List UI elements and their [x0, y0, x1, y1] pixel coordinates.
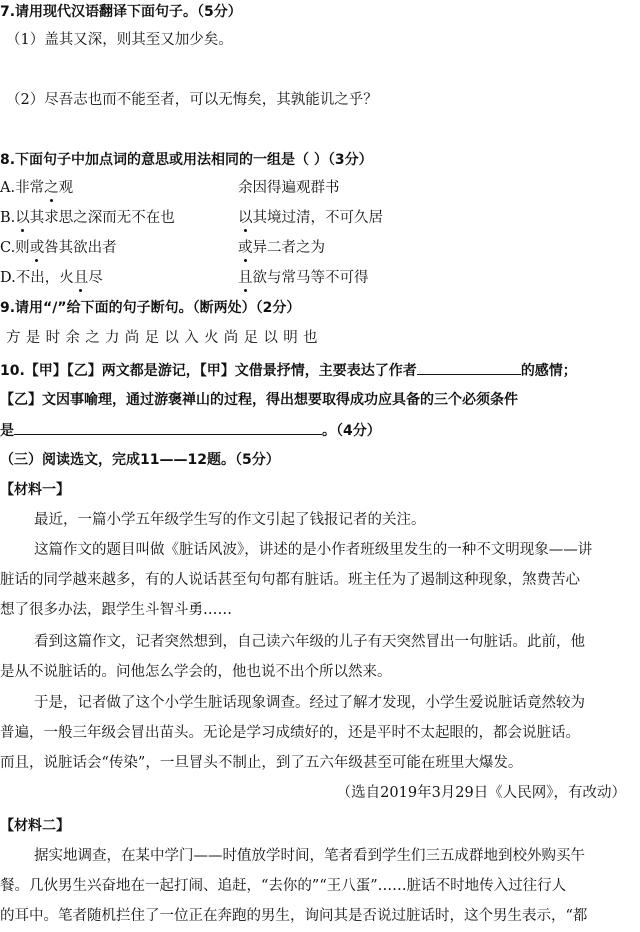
exam-page: 7.请用现代汉语翻译下面句子。（5分） （1）盖其又深，则其至又加少矣。 （2）尽吾志也而不能至者，可以无悔矣，其孰能讥之乎？ 8.下面句子中加点词的意思或用法相同的一组是（ ）（3分） A.非常之观 余因得遍观群书 B.以其求思之深而无不在也 以其境过清，不可久居 C.则或咎其欲出者 或异二者之为 D.不出，火且尽 且欲与常马等不可得 9.请用“/”给下面的句子断句。（断两处）（2分） 方是时余之力尚足以入火尚足以明也 10.【甲】【乙】两文都是游记，【甲】文借景抒情，主要表达了作者 的感情； 【乙】文因事喻理，通过游褒禅山的过程，得出想要取得成功应具备的三个必须条件 是 。（4分） （三）阅读选文，完成11——12题。（5分） 【材料一】 最近，一篇小学五年级学生写的作文引起了钱报记者的关注。 这篇作文的题目叫做《脏话风波》，讲述的是小作者班级里发生的一种不文明现象——讲 脏话的同学越来越多，有的人说话甚至句句都有脏话。班主任为了遏制这种现象，煞费苦心 想了很多办法，跟学生斗智斗勇…… 看到这篇作文，记者突然想到，自己读六年级的儿子有天突然冒出一句脏话。此前，他 是从不说脏话的。问他怎么学会的，他也说不出个所以然来。 于是，记者做了这个小学生脏话现象调查。经过了解才发现，小学生爱说脏话竟然较为 普遍，一般三年级会冒出苗头。无论是学习成绩好的，还是平时不太起眼的，都会说脏话。 而且，说脏话会“传染”，一旦冒头不制止，到了五六年级甚至可能在班里大爆发。 （选自2019年3月29日《人民网》，有改动） 【材料二】 据实地调查，在某中学门——时值放学时间，笔者看到学生们三五成群地到校外购买午 餐。几伙男生兴奋地在一起打闹、追赶，“去你的”“王八蛋”……脏话不时地传入过往行人 的耳中。笔者随机拦住了一位正在奔跑的男生，询问其是否说过脏话时，这个男生表示，“都 — [0, 0, 640, 932]
material-1-para-3-line-2: 是从不说脏话的。问他怎么学会的，他也说不出个所以然来。 — [0, 664, 392, 680]
q8-option-d-right: 且欲与常马等不可得 — [238, 270, 369, 286]
q8-option-c-left: C.则或咎其欲出者 — [0, 240, 117, 256]
q8-option-b-left: B.以其求思之深而无不在也 — [0, 210, 175, 226]
q8-option-a — [0, 178, 640, 198]
q9-sentence: 方是时余之力尚足以入火尚足以明也 — [6, 330, 323, 346]
q8-title: 8.下面句子中加点词的意思或用法相同的一组是（ ）（3分） — [0, 152, 373, 168]
q7-sentence-1: （1）盖其又深，则其至又加少矣。 — [6, 32, 233, 48]
q10-answer-blank-2[interactable] — [14, 420, 322, 435]
q8-option-b-right: 以其境过清，不可久居 — [238, 210, 383, 226]
q8-option-a-right: 余因得遍观群书 — [238, 180, 340, 196]
material-2-para-1-line-2: 餐。几伙男生兴奋地在一起打闹、追赶，“去你的”“王八蛋”……脏话不时地传入过往行人 — [0, 878, 567, 894]
material-1-para-2-line-1: 这篇作文的题目叫做《脏话风波》，讲述的是小作者班级里发生的一种不文明现象——讲 — [34, 542, 593, 558]
q10-line-2: 【乙】文因事喻理，通过游褒禅山的过程，得出想要取得成功应具备的三个必须条件 — [0, 392, 518, 408]
q8-option-b — [0, 208, 640, 228]
material-1-para-2-line-3: 想了很多办法，跟学生斗智斗勇…… — [0, 602, 232, 618]
material-1-para-4-line-2: 普遍，一般三年级会冒出苗头。无论是学习成绩好的，还是平时不太起眼的，都会说脏话。 — [0, 725, 580, 741]
material-2-para-1-line-3: 的耳中。笔者随机拦住了一位正在奔跑的男生，询问其是否说过脏话时，这个男生表示，“都 — [0, 908, 588, 924]
q9-title: 9.请用“/”给下面的句子断句。（断两处）（2分） — [0, 300, 301, 316]
q10-line-1: 10.【甲】【乙】两文都是游记，【甲】文借景抒情，主要表达了作者 的感情； — [0, 360, 640, 381]
q8-option-a-left: A.非常之观 — [0, 180, 74, 196]
q7-sentence-2: （2）尽吾志也而不能至者，可以无悔矣，其孰能讥之乎？ — [6, 92, 378, 108]
material-1-para-3-line-1: 看到这篇作文，记者突然想到，自己读六年级的儿子有天突然冒出一句脏话。此前，他 — [34, 634, 585, 650]
q10-line-3: 是 。（4分） — [0, 420, 640, 441]
section-3-title: （三）阅读选文，完成11——12题。（5分） — [0, 452, 280, 468]
material-2-heading: 【材料二】 — [0, 818, 70, 834]
material-2-para-1-line-1: 据实地调查，在某中学门——时值放学时间，笔者看到学生们三五成群地到校外购买午 — [34, 848, 585, 864]
q8-option-c — [0, 238, 640, 258]
q8-option-c-right: 或异二者之为 — [238, 240, 325, 256]
material-1-para-4-line-3: 而且，说脏话会“传染”，一旦冒头不制止，到了五六年级甚至可能在班里大爆发。 — [0, 755, 523, 771]
q8-option-d-left: D.不出，火且尽 — [0, 270, 103, 286]
material-1-para-1: 最近，一篇小学五年级学生写的作文引起了钱报记者的关注。 — [34, 512, 426, 528]
q10-answer-blank-1[interactable] — [417, 360, 521, 375]
q8-option-d — [0, 268, 640, 288]
material-1-para-4-line-1: 于是，记者做了这个小学生脏话现象调查。经过了解才发现，小学生爱说脏话竟然较为 — [34, 695, 585, 711]
material-1-heading: 【材料一】 — [0, 482, 70, 498]
material-1-para-2-line-2: 脏话的同学越来越多，有的人说话甚至句句都有脏话。班主任为了遏制这种现象，煞费苦心 — [0, 572, 580, 588]
q7-title: 7.请用现代汉语翻译下面句子。（5分） — [0, 4, 242, 20]
